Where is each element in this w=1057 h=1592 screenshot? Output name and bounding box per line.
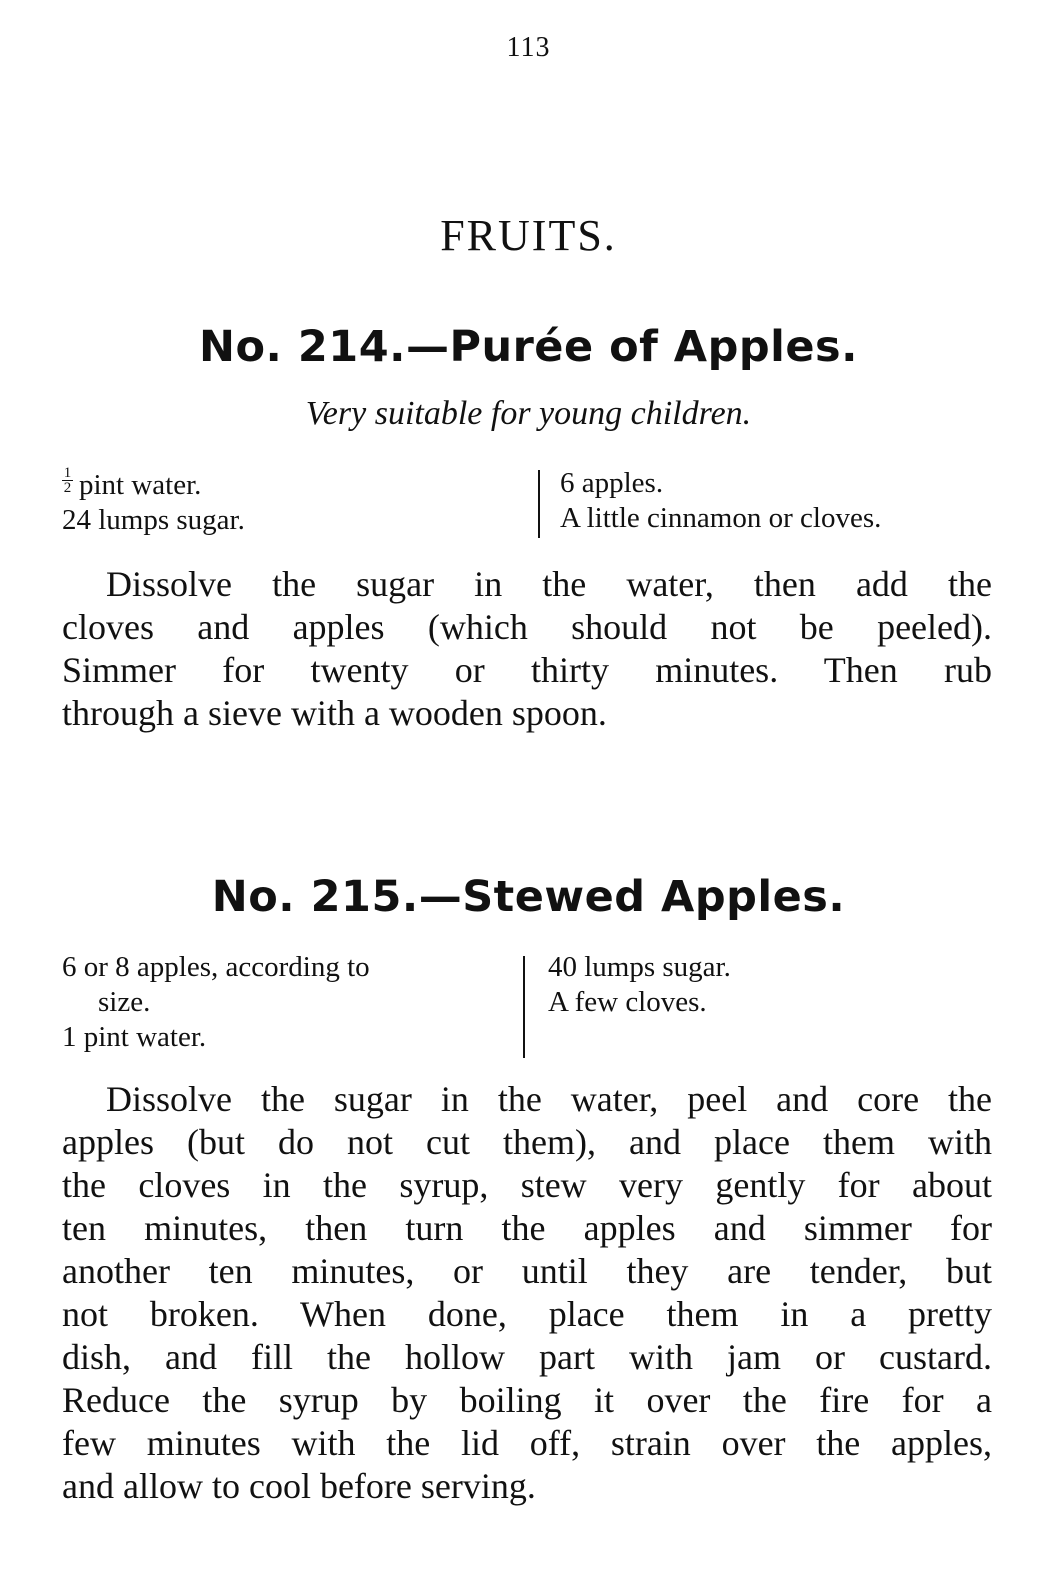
ingredient-item: 24 lumps sugar.: [62, 504, 245, 536]
recipe-subtitle-214: Very suitable for young children.: [305, 395, 752, 432]
ingredients-divider: [523, 956, 525, 1058]
instruction-line: cloves and apples (which should not be peeled).: [62, 607, 992, 647]
ingredient-item: 1 pint water.: [62, 1021, 207, 1053]
ingredients-214: [62, 466, 1002, 538]
instruction-line: dish, and fill the hollow part with jam or custard.: [62, 1337, 992, 1377]
ingredient-item: 6 apples.: [560, 467, 664, 499]
recipe-title-215: No. 215.—Stewed Apples.: [211, 872, 846, 922]
instruction-line: the cloves in the syrup, stew very gently for about: [62, 1165, 992, 1205]
instruction-line: not broken. When done, place them in a pretty: [62, 1294, 992, 1334]
ingredient-item: size.: [98, 986, 151, 1018]
instruction-line: apples (but do not cut them), and place them with: [62, 1122, 992, 1162]
instruction-line: Simmer for twenty or thirty minutes. Then rub: [62, 650, 992, 690]
ingredient-item: A little cinnamon or cloves.: [560, 502, 882, 534]
ingredients-right-214: [560, 466, 881, 536]
instructions-215: [62, 1078, 992, 1508]
section-title: FRUITS.: [440, 211, 617, 260]
ingredient-item: A few cloves.: [548, 986, 707, 1018]
page-number: 113: [506, 32, 551, 63]
ingredient-item: $\frac{1}{2}$ pint water.: [63, 465, 202, 501]
ingredient-item: 6 or 8 apples, according to: [62, 951, 370, 983]
ingredients-left-215: [62, 950, 370, 1055]
ingredients-left-214: [62, 466, 245, 538]
instructions-214: [62, 563, 992, 735]
instruction-line: and allow to cool before serving.: [62, 1466, 536, 1506]
ingredients-215: [62, 950, 1002, 1060]
ingredients-right-215: [548, 950, 731, 1020]
fraction-half: $\frac{1}{2}$: [63, 465, 72, 496]
instruction-line: another ten minutes, or until they are tender, but: [62, 1251, 992, 1291]
ingredients-divider: [538, 470, 540, 538]
instruction-line: Dissolve the sugar in the water, peel and core the: [106, 1079, 992, 1119]
ingredient-item: 40 lumps sugar.: [548, 951, 731, 983]
instruction-line: few minutes with the lid off, strain over the apples,: [62, 1423, 992, 1463]
instruction-line: Dissolve the sugar in the water, then add the: [106, 564, 992, 604]
instruction-line: ten minutes, then turn the apples and simmer for: [62, 1208, 992, 1248]
instruction-line: through a sieve with a wooden spoon.: [62, 693, 607, 733]
recipe-title-214: No. 214.—Purée of Apples.: [199, 322, 858, 372]
instruction-line: Reduce the syrup by boiling it over the fire for a: [62, 1380, 992, 1420]
